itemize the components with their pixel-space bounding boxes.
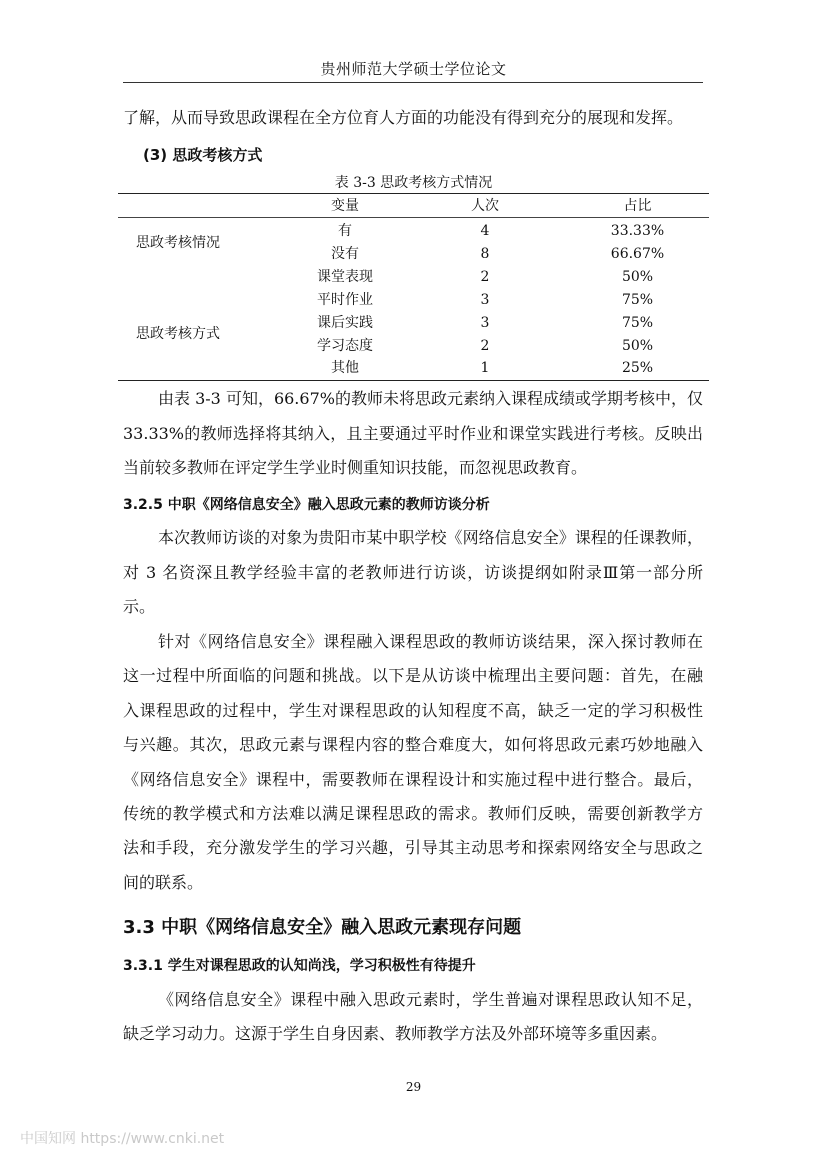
paragraph-line: 《网络信息安全》课程中，需要教师在课程设计和实施过程中进行整合。最后，: [123, 770, 703, 789]
table-header-pct: 占比: [623, 198, 652, 214]
header-rule: [123, 82, 703, 83]
table-cell-var: 课后实践: [317, 315, 373, 331]
paragraph-line: 当前较多教师在评定学生学业时侧重知识技能，而忽视思政教育。: [123, 458, 588, 477]
paragraph-line: 传统的教学模式和方法难以满足课程思政的需求。教师们反映，需要创新教学方: [123, 804, 703, 823]
subsection-label: (3) 思政考核方式: [143, 146, 263, 164]
table-cell-count: 8: [480, 246, 490, 262]
table-group-label: 思政考核情况: [136, 235, 220, 251]
table-cell-var: 没有: [331, 246, 359, 262]
table-cell-var: 课堂表现: [317, 269, 373, 285]
table-cell-pct: 50%: [621, 269, 654, 285]
running-header: 贵州师范大学硕士学位论文: [320, 60, 507, 78]
paragraph-line: 示。: [123, 597, 156, 616]
paragraph-line: 这一过程中所面临的问题和挑战。以下是从访谈中梳理出主要问题：首先，在融: [123, 666, 703, 685]
table-caption: 表 3-3 思政考核方式情况: [334, 175, 493, 191]
table-cell-count: 2: [480, 269, 490, 285]
paragraph-line: 由表 3-3 可知，66.67%的教师未将思政元素纳入课程成绩或学期考核中，仅: [158, 389, 703, 408]
table-group-label: 思政考核方式: [136, 326, 220, 342]
table-top-rule: [118, 193, 709, 194]
section-heading-3-3: 3.3 中职《网络信息安全》融入思政元素现存问题: [123, 917, 522, 938]
table-cell-var: 学习态度: [317, 338, 373, 354]
table-cell-pct: 75%: [621, 292, 654, 308]
paragraph-line: 间的联系。: [123, 873, 204, 892]
table-cell-pct: 25%: [621, 360, 654, 376]
table-cell-pct: 33.33%: [610, 223, 665, 239]
table-cell-var: 其他: [331, 360, 359, 376]
table-cell-pct: 66.67%: [610, 246, 665, 262]
watermark: 中国知网 https://www.cnki.net: [20, 1131, 225, 1147]
table-cell-count: 3: [480, 315, 490, 331]
table-cell-var: 平时作业: [317, 292, 373, 308]
table-header-rule: [118, 217, 709, 218]
table-header-count: 人次: [471, 198, 499, 214]
table-cell-count: 1: [480, 360, 490, 376]
page-number: 29: [405, 1080, 422, 1094]
paragraph-line: 入课程思政的过程中，学生对课程思政的认知程度不高，缺乏一定的学习积极性: [123, 701, 703, 720]
table-bottom-rule: [118, 380, 709, 381]
paragraph-line: 与兴趣。其次，思政元素与课程内容的整合难度大，如何将思政元素巧妙地融入: [123, 735, 703, 754]
intro-line: 了解，从而导致思政课程在全方位育人方面的功能没有得到充分的展现和发挥。: [123, 108, 684, 127]
table-cell-pct: 50%: [621, 338, 654, 354]
paragraph-line: 本次教师访谈的对象为贵阳市某中职学校《网络信息安全》课程的任课教师，: [158, 528, 703, 547]
table-cell-pct: 75%: [621, 315, 654, 331]
section-heading-3-3-1: 3.3.1 学生对课程思政的认知尚浅，学习积极性有待提升: [123, 958, 476, 974]
paragraph-line: 针对《网络信息安全》课程融入课程思政的教师访谈结果，深入探讨教师在: [158, 632, 703, 651]
paragraph-line: 法和手段，充分激发学生的学习兴趣，引导其主动思考和探索网络安全与思政之: [123, 838, 703, 857]
paragraph-line: 《网络信息安全》课程中融入思政元素时，学生普遍对课程思政认知不足，: [158, 990, 703, 1009]
paragraph-line: 33.33%的教师选择将其纳入，且主要通过平时作业和课堂实践进行考核。反映出: [123, 424, 703, 443]
paragraph-line: 对 3 名资深且教学经验丰富的老教师进行访谈，访谈提纲如附录Ⅲ第一部分所: [123, 563, 703, 582]
section-heading-3-2-5: 3.2.5 中职《网络信息安全》融入思政元素的教师访谈分析: [123, 497, 490, 513]
table-cell-count: 2: [480, 338, 490, 354]
table-cell-var: 有: [338, 223, 352, 239]
table-header-var: 变量: [331, 198, 359, 214]
paragraph-line: 缺乏学习动力。这源于学生自身因素、教师教学方法及外部环境等多重因素。: [123, 1024, 668, 1043]
table-cell-count: 3: [480, 292, 490, 308]
table-cell-count: 4: [480, 223, 490, 239]
